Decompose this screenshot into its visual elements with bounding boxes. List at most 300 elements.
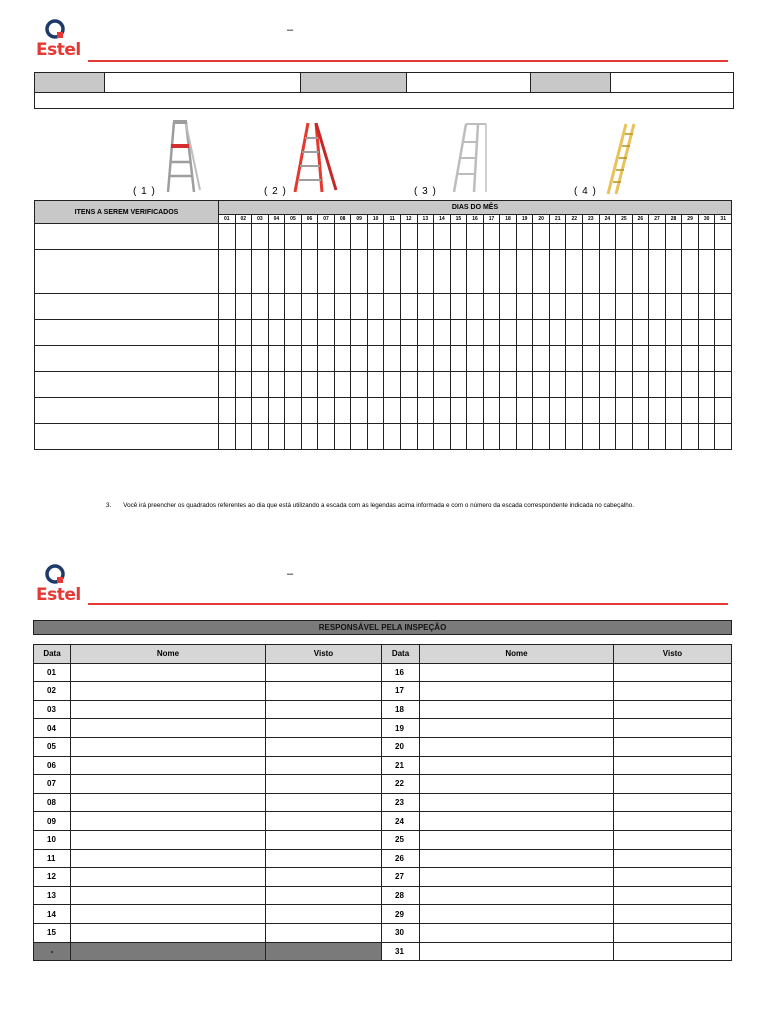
check-day-cell[interactable] [417, 320, 434, 346]
check-day-cell[interactable] [616, 424, 633, 450]
check-day-cell[interactable] [235, 224, 252, 250]
check-day-cell[interactable] [219, 346, 236, 372]
check-day-cell[interactable] [367, 224, 384, 250]
visto-cell[interactable] [614, 923, 732, 942]
check-day-cell[interactable] [516, 294, 533, 320]
visto-cell[interactable] [614, 793, 732, 812]
check-day-cell[interactable] [665, 250, 682, 294]
check-day-cell[interactable] [483, 424, 500, 450]
check-day-cell[interactable] [301, 398, 318, 424]
check-day-cell[interactable] [268, 250, 285, 294]
check-day-cell[interactable] [351, 398, 368, 424]
check-day-cell[interactable] [715, 398, 732, 424]
check-day-cell[interactable] [500, 320, 517, 346]
check-day-cell[interactable] [483, 294, 500, 320]
check-day-cell[interactable] [301, 250, 318, 294]
check-day-cell[interactable] [599, 424, 616, 450]
visto-cell[interactable] [266, 923, 382, 942]
check-day-cell[interactable] [566, 320, 583, 346]
check-day-cell[interactable] [698, 294, 715, 320]
check-day-cell[interactable] [549, 398, 566, 424]
check-day-cell[interactable] [450, 224, 467, 250]
check-item-cell[interactable] [35, 346, 219, 372]
check-day-cell[interactable] [252, 398, 269, 424]
check-day-cell[interactable] [583, 424, 600, 450]
visto-cell[interactable] [614, 868, 732, 887]
check-day-cell[interactable] [417, 398, 434, 424]
check-day-cell[interactable] [351, 320, 368, 346]
check-day-cell[interactable] [632, 320, 649, 346]
check-day-cell[interactable] [467, 224, 484, 250]
check-day-cell[interactable] [516, 346, 533, 372]
check-day-cell[interactable] [715, 224, 732, 250]
name-cell[interactable] [71, 793, 266, 812]
check-day-cell[interactable] [566, 398, 583, 424]
check-day-cell[interactable] [367, 346, 384, 372]
check-item-cell[interactable] [35, 250, 219, 294]
check-day-cell[interactable] [401, 346, 418, 372]
check-day-cell[interactable] [268, 346, 285, 372]
check-day-cell[interactable] [285, 294, 302, 320]
check-day-cell[interactable] [483, 398, 500, 424]
check-day-cell[interactable] [516, 398, 533, 424]
name-cell[interactable] [420, 793, 614, 812]
check-day-cell[interactable] [384, 398, 401, 424]
visto-cell[interactable] [614, 719, 732, 738]
check-day-cell[interactable] [434, 294, 451, 320]
check-day-cell[interactable] [698, 372, 715, 398]
check-day-cell[interactable] [434, 398, 451, 424]
visto-cell[interactable] [266, 737, 382, 756]
check-day-cell[interactable] [632, 346, 649, 372]
check-day-cell[interactable] [566, 294, 583, 320]
check-day-cell[interactable] [235, 346, 252, 372]
check-day-cell[interactable] [434, 224, 451, 250]
check-day-cell[interactable] [698, 224, 715, 250]
name-cell[interactable] [420, 849, 614, 868]
check-day-cell[interactable] [367, 398, 384, 424]
check-day-cell[interactable] [334, 294, 351, 320]
visto-cell[interactable] [266, 719, 382, 738]
check-day-cell[interactable] [384, 424, 401, 450]
info-value-cell[interactable] [611, 73, 734, 93]
check-day-cell[interactable] [318, 346, 335, 372]
check-day-cell[interactable] [665, 320, 682, 346]
check-day-cell[interactable] [599, 320, 616, 346]
check-item-cell[interactable] [35, 294, 219, 320]
check-day-cell[interactable] [682, 320, 699, 346]
check-day-cell[interactable] [367, 424, 384, 450]
check-day-cell[interactable] [367, 250, 384, 294]
check-day-cell[interactable] [599, 398, 616, 424]
check-day-cell[interactable] [417, 424, 434, 450]
check-day-cell[interactable] [616, 398, 633, 424]
visto-cell[interactable] [266, 849, 382, 868]
check-day-cell[interactable] [665, 424, 682, 450]
check-day-cell[interactable] [219, 424, 236, 450]
check-day-cell[interactable] [632, 224, 649, 250]
name-cell[interactable] [71, 942, 266, 961]
check-day-cell[interactable] [533, 250, 550, 294]
check-day-cell[interactable] [483, 372, 500, 398]
check-day-cell[interactable] [434, 346, 451, 372]
check-day-cell[interactable] [334, 250, 351, 294]
check-day-cell[interactable] [417, 372, 434, 398]
check-day-cell[interactable] [649, 250, 666, 294]
name-cell[interactable] [71, 849, 266, 868]
check-day-cell[interactable] [483, 346, 500, 372]
name-cell[interactable] [420, 923, 614, 942]
check-day-cell[interactable] [566, 372, 583, 398]
visto-cell[interactable] [614, 942, 732, 961]
check-day-cell[interactable] [450, 346, 467, 372]
check-day-cell[interactable] [450, 424, 467, 450]
check-day-cell[interactable] [616, 320, 633, 346]
check-day-cell[interactable] [219, 294, 236, 320]
check-day-cell[interactable] [549, 250, 566, 294]
visto-cell[interactable] [266, 812, 382, 831]
check-day-cell[interactable] [715, 346, 732, 372]
check-day-cell[interactable] [549, 294, 566, 320]
check-day-cell[interactable] [285, 346, 302, 372]
check-day-cell[interactable] [682, 346, 699, 372]
visto-cell[interactable] [266, 905, 382, 924]
name-cell[interactable] [71, 830, 266, 849]
check-day-cell[interactable] [665, 398, 682, 424]
check-day-cell[interactable] [500, 294, 517, 320]
visto-cell[interactable] [266, 942, 382, 961]
check-day-cell[interactable] [434, 424, 451, 450]
check-day-cell[interactable] [318, 398, 335, 424]
check-day-cell[interactable] [467, 294, 484, 320]
name-cell[interactable] [71, 700, 266, 719]
check-day-cell[interactable] [351, 250, 368, 294]
check-day-cell[interactable] [715, 424, 732, 450]
check-day-cell[interactable] [682, 224, 699, 250]
check-day-cell[interactable] [583, 320, 600, 346]
check-day-cell[interactable] [219, 224, 236, 250]
check-day-cell[interactable] [632, 398, 649, 424]
check-day-cell[interactable] [583, 224, 600, 250]
check-day-cell[interactable] [483, 320, 500, 346]
visto-cell[interactable] [614, 905, 732, 924]
check-day-cell[interactable] [318, 224, 335, 250]
check-item-cell[interactable] [35, 398, 219, 424]
check-day-cell[interactable] [219, 320, 236, 346]
visto-cell[interactable] [614, 663, 732, 682]
check-day-cell[interactable] [583, 250, 600, 294]
check-day-cell[interactable] [549, 372, 566, 398]
check-day-cell[interactable] [301, 294, 318, 320]
check-day-cell[interactable] [632, 250, 649, 294]
check-day-cell[interactable] [268, 320, 285, 346]
check-day-cell[interactable] [665, 224, 682, 250]
check-day-cell[interactable] [434, 250, 451, 294]
name-cell[interactable] [420, 775, 614, 794]
check-day-cell[interactable] [285, 424, 302, 450]
check-day-cell[interactable] [715, 320, 732, 346]
check-day-cell[interactable] [599, 294, 616, 320]
name-cell[interactable] [420, 886, 614, 905]
name-cell[interactable] [420, 682, 614, 701]
check-day-cell[interactable] [616, 224, 633, 250]
check-day-cell[interactable] [268, 398, 285, 424]
check-day-cell[interactable] [334, 372, 351, 398]
check-day-cell[interactable] [268, 372, 285, 398]
check-day-cell[interactable] [516, 224, 533, 250]
check-day-cell[interactable] [649, 398, 666, 424]
check-day-cell[interactable] [566, 224, 583, 250]
check-day-cell[interactable] [467, 372, 484, 398]
name-cell[interactable] [420, 700, 614, 719]
check-day-cell[interactable] [549, 346, 566, 372]
check-day-cell[interactable] [318, 294, 335, 320]
check-day-cell[interactable] [533, 224, 550, 250]
visto-cell[interactable] [614, 849, 732, 868]
check-day-cell[interactable] [583, 398, 600, 424]
check-day-cell[interactable] [467, 320, 484, 346]
check-day-cell[interactable] [665, 294, 682, 320]
check-day-cell[interactable] [252, 346, 269, 372]
check-day-cell[interactable] [616, 250, 633, 294]
check-day-cell[interactable] [682, 250, 699, 294]
check-day-cell[interactable] [599, 346, 616, 372]
check-day-cell[interactable] [549, 224, 566, 250]
check-day-cell[interactable] [301, 224, 318, 250]
visto-cell[interactable] [266, 756, 382, 775]
info-value-cell[interactable] [407, 73, 531, 93]
check-day-cell[interactable] [649, 424, 666, 450]
name-cell[interactable] [71, 719, 266, 738]
check-day-cell[interactable] [616, 372, 633, 398]
name-cell[interactable] [420, 719, 614, 738]
check-day-cell[interactable] [219, 372, 236, 398]
check-day-cell[interactable] [401, 424, 418, 450]
check-day-cell[interactable] [285, 398, 302, 424]
check-day-cell[interactable] [334, 320, 351, 346]
check-day-cell[interactable] [351, 294, 368, 320]
check-day-cell[interactable] [533, 346, 550, 372]
check-item-cell[interactable] [35, 424, 219, 450]
check-day-cell[interactable] [649, 320, 666, 346]
check-day-cell[interactable] [516, 424, 533, 450]
check-day-cell[interactable] [268, 424, 285, 450]
check-day-cell[interactable] [351, 424, 368, 450]
check-day-cell[interactable] [252, 294, 269, 320]
check-day-cell[interactable] [698, 320, 715, 346]
check-day-cell[interactable] [533, 424, 550, 450]
check-day-cell[interactable] [616, 346, 633, 372]
name-cell[interactable] [71, 737, 266, 756]
check-day-cell[interactable] [665, 346, 682, 372]
visto-cell[interactable] [614, 700, 732, 719]
check-day-cell[interactable] [367, 294, 384, 320]
name-cell[interactable] [71, 756, 266, 775]
check-day-cell[interactable] [351, 346, 368, 372]
check-day-cell[interactable] [715, 372, 732, 398]
check-day-cell[interactable] [500, 424, 517, 450]
visto-cell[interactable] [266, 663, 382, 682]
name-cell[interactable] [71, 905, 266, 924]
check-day-cell[interactable] [649, 346, 666, 372]
check-day-cell[interactable] [384, 320, 401, 346]
check-day-cell[interactable] [401, 224, 418, 250]
visto-cell[interactable] [266, 868, 382, 887]
check-day-cell[interactable] [583, 294, 600, 320]
check-day-cell[interactable] [682, 372, 699, 398]
name-cell[interactable] [420, 756, 614, 775]
check-day-cell[interactable] [318, 320, 335, 346]
check-day-cell[interactable] [516, 372, 533, 398]
check-day-cell[interactable] [318, 250, 335, 294]
name-cell[interactable] [71, 663, 266, 682]
check-item-cell[interactable] [35, 320, 219, 346]
check-day-cell[interactable] [533, 294, 550, 320]
check-day-cell[interactable] [616, 294, 633, 320]
check-day-cell[interactable] [252, 250, 269, 294]
check-day-cell[interactable] [252, 320, 269, 346]
check-day-cell[interactable] [301, 346, 318, 372]
check-day-cell[interactable] [566, 346, 583, 372]
visto-cell[interactable] [614, 812, 732, 831]
check-day-cell[interactable] [516, 320, 533, 346]
check-day-cell[interactable] [434, 320, 451, 346]
check-day-cell[interactable] [318, 372, 335, 398]
check-day-cell[interactable] [417, 250, 434, 294]
check-day-cell[interactable] [682, 424, 699, 450]
check-day-cell[interactable] [252, 372, 269, 398]
check-day-cell[interactable] [417, 346, 434, 372]
name-cell[interactable] [71, 923, 266, 942]
visto-cell[interactable] [614, 737, 732, 756]
check-day-cell[interactable] [401, 294, 418, 320]
check-day-cell[interactable] [235, 320, 252, 346]
check-day-cell[interactable] [384, 224, 401, 250]
check-day-cell[interactable] [467, 346, 484, 372]
check-day-cell[interactable] [450, 294, 467, 320]
name-cell[interactable] [71, 886, 266, 905]
check-day-cell[interactable] [450, 250, 467, 294]
check-day-cell[interactable] [549, 320, 566, 346]
check-day-cell[interactable] [318, 424, 335, 450]
check-day-cell[interactable] [450, 320, 467, 346]
check-day-cell[interactable] [367, 320, 384, 346]
check-day-cell[interactable] [285, 320, 302, 346]
check-day-cell[interactable] [649, 294, 666, 320]
check-day-cell[interactable] [301, 320, 318, 346]
check-day-cell[interactable] [285, 372, 302, 398]
check-day-cell[interactable] [500, 372, 517, 398]
info-notes-cell[interactable] [35, 93, 734, 109]
check-day-cell[interactable] [682, 398, 699, 424]
visto-cell[interactable] [266, 700, 382, 719]
visto-cell[interactable] [614, 886, 732, 905]
name-cell[interactable] [71, 775, 266, 794]
name-cell[interactable] [420, 905, 614, 924]
check-day-cell[interactable] [467, 250, 484, 294]
name-cell[interactable] [71, 682, 266, 701]
check-day-cell[interactable] [434, 372, 451, 398]
check-day-cell[interactable] [533, 398, 550, 424]
check-day-cell[interactable] [632, 424, 649, 450]
check-day-cell[interactable] [235, 250, 252, 294]
check-day-cell[interactable] [351, 372, 368, 398]
check-day-cell[interactable] [384, 294, 401, 320]
check-day-cell[interactable] [483, 224, 500, 250]
check-day-cell[interactable] [417, 224, 434, 250]
check-day-cell[interactable] [235, 372, 252, 398]
check-day-cell[interactable] [334, 424, 351, 450]
visto-cell[interactable] [266, 793, 382, 812]
visto-cell[interactable] [614, 682, 732, 701]
check-day-cell[interactable] [334, 224, 351, 250]
check-day-cell[interactable] [632, 294, 649, 320]
name-cell[interactable] [420, 737, 614, 756]
check-day-cell[interactable] [533, 372, 550, 398]
check-day-cell[interactable] [599, 250, 616, 294]
name-cell[interactable] [71, 812, 266, 831]
check-day-cell[interactable] [698, 398, 715, 424]
check-day-cell[interactable] [516, 250, 533, 294]
check-day-cell[interactable] [401, 320, 418, 346]
name-cell[interactable] [420, 868, 614, 887]
check-item-cell[interactable] [35, 372, 219, 398]
check-day-cell[interactable] [715, 250, 732, 294]
visto-cell[interactable] [614, 756, 732, 775]
check-day-cell[interactable] [583, 372, 600, 398]
check-day-cell[interactable] [268, 224, 285, 250]
check-day-cell[interactable] [599, 224, 616, 250]
check-day-cell[interactable] [334, 346, 351, 372]
check-day-cell[interactable] [384, 250, 401, 294]
check-day-cell[interactable] [401, 398, 418, 424]
check-day-cell[interactable] [301, 372, 318, 398]
check-day-cell[interactable] [649, 372, 666, 398]
check-day-cell[interactable] [599, 372, 616, 398]
check-day-cell[interactable] [351, 224, 368, 250]
check-day-cell[interactable] [467, 398, 484, 424]
check-day-cell[interactable] [665, 372, 682, 398]
check-day-cell[interactable] [549, 424, 566, 450]
name-cell[interactable] [420, 830, 614, 849]
check-day-cell[interactable] [715, 294, 732, 320]
check-day-cell[interactable] [500, 250, 517, 294]
visto-cell[interactable] [266, 886, 382, 905]
check-day-cell[interactable] [401, 372, 418, 398]
check-day-cell[interactable] [285, 250, 302, 294]
check-day-cell[interactable] [219, 398, 236, 424]
name-cell[interactable] [71, 868, 266, 887]
visto-cell[interactable] [266, 682, 382, 701]
visto-cell[interactable] [614, 775, 732, 794]
info-value-cell[interactable] [105, 73, 301, 93]
check-day-cell[interactable] [450, 372, 467, 398]
check-day-cell[interactable] [583, 346, 600, 372]
visto-cell[interactable] [266, 830, 382, 849]
check-day-cell[interactable] [301, 424, 318, 450]
visto-cell[interactable] [266, 775, 382, 794]
check-day-cell[interactable] [632, 372, 649, 398]
check-day-cell[interactable] [698, 346, 715, 372]
check-day-cell[interactable] [285, 224, 302, 250]
check-day-cell[interactable] [533, 320, 550, 346]
check-day-cell[interactable] [698, 424, 715, 450]
check-day-cell[interactable] [367, 372, 384, 398]
check-day-cell[interactable] [384, 372, 401, 398]
check-day-cell[interactable] [500, 346, 517, 372]
check-day-cell[interactable] [384, 346, 401, 372]
check-day-cell[interactable] [500, 398, 517, 424]
